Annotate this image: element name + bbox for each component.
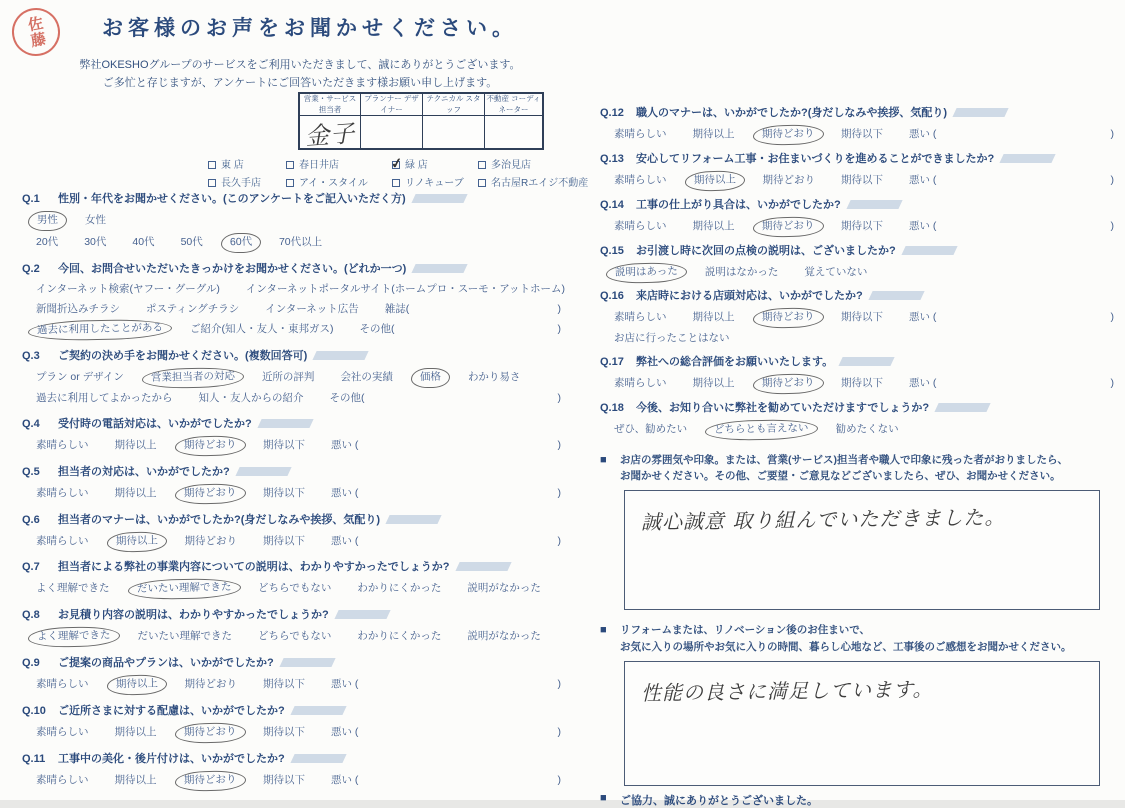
question-heading [22,511,567,527]
checked-checkbox-icon [392,161,400,169]
question-title: 弊社への総合評価をお願いいたします。 [636,356,893,368]
store-option-unchecked [286,174,392,189]
option-label: 期待以上 [692,219,735,232]
option-label: 悪い ( [909,377,937,390]
option-label: どちらでもない [258,582,332,595]
comment-2-heading-line-1: ■ リフォームまたは、リノベーション後のお住まいで、 [620,624,871,637]
option-label: インターネット検索(ヤフー・グーグル) [36,282,220,295]
option-line [600,374,1120,394]
option-label: 期待以上 [692,128,735,140]
option-line [600,171,1120,191]
option-circled-selected: だいたい理解できた [127,578,240,600]
option-paren-close: ) [557,438,561,451]
question-number: Q.4 [22,417,40,430]
question-q-11 [22,750,567,791]
option-line [22,281,567,299]
option-paren-close: ) [557,773,561,786]
question-heading [22,750,567,766]
comment-1-heading-line-1: ■ お店の雰囲気や印象。または、営業(サービス)担当者や職人で印象に残った者がおりましたら、 [620,453,1068,466]
option-label: 素晴らしい [614,377,667,390]
option-label: 期待以下 [263,486,305,499]
option-line [22,579,567,599]
option-line [600,125,1120,145]
option-label: 20代 [36,235,59,248]
question-title: ご契約の決め手をお聞かせください。(複数回答可) [58,350,367,362]
question-heading [600,150,1120,166]
option-paren-close: ) [1110,377,1114,390]
question-q-4 [22,415,567,456]
comment-1-heading [600,452,1120,485]
option-label: 70代以上 [278,235,323,248]
option-circled-selected: 期待どおり [752,308,823,329]
option-circled-selected: 期待どおり [752,216,823,237]
option-label: 悪い ( [909,128,937,140]
staff-name-handwritten: 金子 [304,118,357,151]
question-number: Q.16 [600,290,624,303]
option-line [22,723,567,743]
option-label: 悪い ( [331,773,359,786]
question-q-7 [22,558,567,599]
question-q-3 [22,347,567,408]
comment-2-heading-line-2: お気に入りの場所やお気に入りの時間、暮らし心地など、工事後のご感想をお聞かせください。 [620,640,1072,653]
option-label: 素晴らしい [614,311,667,324]
option-line [22,675,567,695]
question-title: 工事の仕上がり具合は、いかがでしたか? [636,199,901,211]
question-q-2 [22,260,567,341]
store-label: 長久手店 [221,178,261,189]
question-number: Q.13 [600,152,624,165]
option-label: 期待以下 [263,534,305,547]
hanko-stamp-name: 佐藤 [24,14,48,50]
option-label: 会社の実績 [340,371,393,384]
option-label: 悪い ( [909,219,937,232]
question-heading [600,399,1120,415]
option-circled-selected: 期待どおり [174,770,245,791]
questions-left [22,190,567,798]
staff-table-header-cell: 不動産 コーディネーター [484,94,542,116]
comment-2-heading [600,622,1120,655]
question-title: 今回、お問合せいただいたきっかけをお聞かせください。(どれか一つ) [58,263,466,275]
option-paren-close: ) [557,486,561,499]
option-circled-selected: 男性 [28,211,67,232]
option-circled-selected: 期待以上 [684,170,744,191]
question-q-16 [600,287,1120,348]
option-label: インターネット広告 [265,302,359,315]
staff-table-header-cell: テクニカル スタッフ [422,94,484,116]
intro-paragraph [50,56,550,92]
question-heading [600,196,1120,212]
option-label: 期待どおり [184,534,237,547]
question-number: Q.15 [600,244,624,257]
option-label: 期待以下 [841,173,883,186]
option-circled-selected: 価格 [411,368,450,389]
option-label: 50代 [180,235,203,248]
question-title: 担当者のマナーは、いかがでしたか?(身だしなみや挨拶、気配り) [58,514,440,526]
checkbox-icon [208,179,216,187]
option-label: 素晴らしい [36,773,89,786]
option-label: 期待以下 [263,678,305,691]
option-label: 素晴らしい [614,128,667,140]
staff-table-header-cell: 営業・サービス 担当者 [300,94,360,116]
option-label: 期待以下 [263,438,305,451]
option-label: その他( [329,392,365,405]
option-label: 素晴らしい [36,438,89,451]
staff-table-value-row [300,116,542,151]
store-option-unchecked [208,174,286,189]
intro-line-1: 弊社OKESHOグループのサービスをご利用いただきまして、誠にありがとうございます。 [79,59,521,71]
checkbox-icon [286,179,294,187]
option-circled-selected: どちらとも言えない [705,419,818,441]
checkbox-icon [208,161,216,169]
option-label: だいたい理解できた [137,630,232,643]
option-label: 勧めたくない [835,422,899,435]
option-label: 悪い ( [331,486,359,499]
option-label: 過去に利用してよかったから [36,392,173,405]
option-label: 期待以下 [263,725,305,738]
store-option-unchecked [478,174,588,189]
question-heading [22,190,567,206]
store-option-unchecked [392,174,478,189]
store-label: 多治見店 [491,160,531,171]
question-title: ご提案の商品やプランは、いかがでしたか? [58,657,334,669]
question-q-17 [600,353,1120,394]
option-label: 素晴らしい [36,534,89,547]
store-label: リノキューブ [405,178,464,189]
option-paren-close: ) [557,302,561,315]
store-checkbox-group [208,156,588,192]
staff-table [298,92,544,150]
option-label: 期待以上 [114,438,157,451]
option-line [22,484,567,504]
question-number: Q.18 [600,401,624,414]
option-label: 新聞折込みチラシ [36,302,120,315]
store-label: 東 店 [221,160,244,171]
option-circled-selected: 期待どおり [752,373,823,394]
store-option-checked [392,156,478,171]
option-label: 説明がなかった [467,582,541,595]
comment-1-heading-line-2: お聞かせください。その他、ご要望・ご意見などございましたら、ぜひ、お聞かせください。 [620,470,1061,483]
question-heading [600,104,1120,120]
option-paren-close: ) [557,392,561,405]
store-label: アイ・スタイル [299,178,368,189]
question-title: 来店時における店頭対応は、いかがでしたか? [636,290,923,302]
option-circled-selected: 期待以上 [106,531,166,552]
comment-2-answer-box [624,661,1100,786]
staff-table-value-cell [300,116,360,151]
store-option-unchecked [208,156,286,171]
option-label: 知人・友人からの紹介 [198,392,304,405]
question-q-1 [22,190,567,253]
option-label: 悪い ( [331,534,359,547]
store-label: 緑 店 [405,160,428,171]
question-number: Q.12 [600,107,624,119]
intro-line-2: ご多忙と存じますが、アンケートにご回答いただきます様お願い申し上げます。 [102,77,498,90]
staff-table-value-cell [422,116,484,148]
option-label: 悪い ( [331,678,359,691]
option-paren-close: ) [1110,311,1114,324]
option-label: 期待以下 [263,773,305,786]
comment-section-2 [600,622,1120,786]
store-label: 春日井店 [299,160,339,171]
question-number: Q.9 [22,657,40,670]
question-title: ご近所さまに対する配慮は、いかがでしたか? [58,705,345,717]
question-number: Q.6 [22,513,40,526]
staff-table-header-row [300,94,542,116]
option-label: 素晴らしい [36,678,89,691]
option-line [600,330,1120,348]
option-line [22,771,567,791]
question-q-12 [600,104,1120,145]
option-label: 雑誌( [384,302,410,315]
comment-1-answer-box [624,490,1100,610]
option-circled-selected: 過去に利用したことがある [28,319,172,342]
question-title: 担当者による弊社の事業内容についての説明は、わかりやすかったでしょうか? [58,561,510,573]
hanko-stamp [8,4,64,60]
option-label: わかりにくかった [357,582,442,595]
question-heading [22,347,567,363]
question-heading [22,702,567,718]
option-label: 素晴らしい [614,173,667,186]
option-paren-close: ) [1110,173,1114,186]
option-label: 期待以下 [841,128,883,140]
option-label: 女性 [85,214,106,226]
option-line [22,233,567,253]
option-label: どちらでもない [258,630,332,643]
option-label: 説明はなかった [704,265,779,278]
option-label: 期待以下 [841,219,883,232]
option-line [22,532,567,552]
question-q-15 [600,242,1120,283]
option-line [600,420,1120,440]
question-heading [22,606,567,622]
question-title: 受付時の電話対応は、いかがでしたか? [58,418,312,430]
option-label: 悪い ( [909,311,937,324]
question-title: 性別・年代をお聞かせください。(このアンケートをご記入いただく方) [58,193,466,205]
option-circled-selected: 営業担当者の対応 [142,367,244,389]
option-circled-selected: 期待どおり [752,124,823,145]
option-line [22,211,567,231]
staff-table-value-cell [360,116,422,148]
option-paren-close: ) [557,323,561,336]
question-number: Q.11 [22,752,46,765]
store-label: 名古屋Rエイジ不動産 [491,178,589,189]
option-label: よく理解できた [36,582,110,595]
question-q-14 [600,196,1120,237]
option-circled-selected: 期待どおり [174,435,245,456]
comment-1-handwritten-answer: 誠心誠意 取り組んでいただきました。 [640,505,1006,535]
question-q-8 [22,606,567,647]
store-option-unchecked [286,156,392,171]
page-title: お客様のお声をお聞かせください。 [102,17,518,40]
question-q-18 [600,399,1120,440]
option-label: 期待以上 [692,377,735,390]
option-label: 期待以下 [841,377,883,390]
store-row [208,156,588,171]
option-label: ご紹介(知人・友人・東邦ガス) [190,323,334,336]
question-number: Q.14 [600,198,624,211]
question-title: 今後、お知り合いに弊社を勧めていただけますでしょうか? [636,402,989,414]
option-paren-close: ) [1110,128,1114,140]
option-label: わかりにくかった [357,630,442,643]
option-label: 素晴らしい [36,486,89,499]
option-line [22,627,567,647]
option-label: 覚えていない [804,265,868,278]
question-heading [22,415,567,431]
option-label: 素晴らしい [614,219,667,232]
option-label: ポスティングチラシ [146,302,240,315]
question-title: 担当者の対応は、いかがでしたか? [58,466,290,478]
option-label: 期待以上 [114,773,157,786]
question-number: Q.17 [600,356,624,369]
option-label: 近所の評判 [261,371,315,384]
checkbox-icon [478,161,486,169]
option-label: 期待どおり [762,173,815,186]
option-label: 期待以上 [114,725,157,738]
checkbox-icon [478,179,486,187]
option-line [22,390,567,408]
comment-section-1 [600,452,1120,611]
question-heading [22,463,567,479]
question-q-13 [600,150,1120,191]
question-title: お引渡し時に次回の点検の説明は、ございましたか? [636,245,956,257]
question-q-6 [22,511,567,552]
option-line [22,320,567,340]
question-number: Q.3 [22,350,40,363]
option-label: 悪い ( [331,725,359,738]
question-title: お見積り内容の説明は、わかりやすかったでしょうか? [58,609,389,621]
option-label: 期待以上 [692,311,735,324]
option-line [22,301,567,319]
question-title: 工事中の美化・後片付けは、いかがでしたか? [58,753,345,765]
option-label: 期待以下 [841,311,883,324]
thank-you-footer: ■ ご協力、誠にありがとうございました。 [600,792,1120,808]
question-number: Q.1 [22,193,40,205]
option-circled-selected: 期待以上 [106,674,166,695]
checkbox-icon [286,161,294,169]
question-q-9 [22,654,567,695]
question-number: Q.2 [22,262,40,275]
option-circled-selected: 期待どおり [174,722,245,743]
option-label: その他( [359,323,395,336]
option-label: インターネットポータルサイト(ホームプロ・スーモ・アットホーム) [245,282,565,295]
question-title: 安心してリフォーム工事・お住まいづくりを進めることができましたか? [636,153,1054,165]
question-title: 職人のマナーは、いかがでしたか?(身だしなみや挨拶、気配り) [636,107,1007,119]
option-paren-close: ) [557,678,561,691]
store-row [208,174,588,189]
question-q-10 [22,702,567,743]
option-label: 期待どおり [184,678,237,691]
question-heading [600,242,1120,258]
question-number: Q.5 [22,465,40,478]
question-number: Q.8 [22,609,40,622]
question-heading [22,260,567,276]
option-label: プラン or デザイン [36,371,124,384]
staff-table-value-cell [484,116,542,148]
right-column [600,104,1120,808]
option-line [22,436,567,456]
question-heading [22,558,567,574]
option-label: 40代 [132,235,155,248]
option-label: ぜひ、勧めたい [614,422,688,435]
checkbox-icon [392,179,400,187]
option-paren-close: ) [557,534,561,547]
question-number: Q.10 [22,704,46,717]
comment-2-handwritten-answer: 性能の良さに満足しています。 [640,676,934,705]
questions-right [600,104,1120,440]
question-heading [600,287,1120,303]
option-label: 30代 [84,235,107,248]
option-label: わかり易さ [467,371,521,384]
question-heading [600,353,1120,369]
option-circled-selected: 説明はあった [606,262,687,284]
option-line [600,217,1120,237]
option-label: 素晴らしい [36,725,89,738]
question-heading [22,654,567,670]
option-circled-selected: 期待どおり [174,483,245,504]
option-line [600,308,1120,328]
option-label: お店に行ったことはない [614,332,730,345]
option-line [22,368,567,388]
option-line [600,263,1120,283]
option-paren-close: ) [1110,219,1114,232]
question-q-5 [22,463,567,504]
option-circled-selected: よく理解できた [28,626,120,648]
option-paren-close: ) [557,725,561,738]
option-label: 悪い ( [909,173,937,186]
option-circled-selected: 60代 [221,232,262,253]
store-option-unchecked [478,156,588,171]
question-number: Q.7 [22,561,40,574]
staff-table-header-cell: プランナー デザイナー [360,94,422,116]
option-label: 悪い ( [331,438,359,451]
option-label: 説明がなかった [467,630,541,643]
option-label: 期待以上 [114,486,157,499]
